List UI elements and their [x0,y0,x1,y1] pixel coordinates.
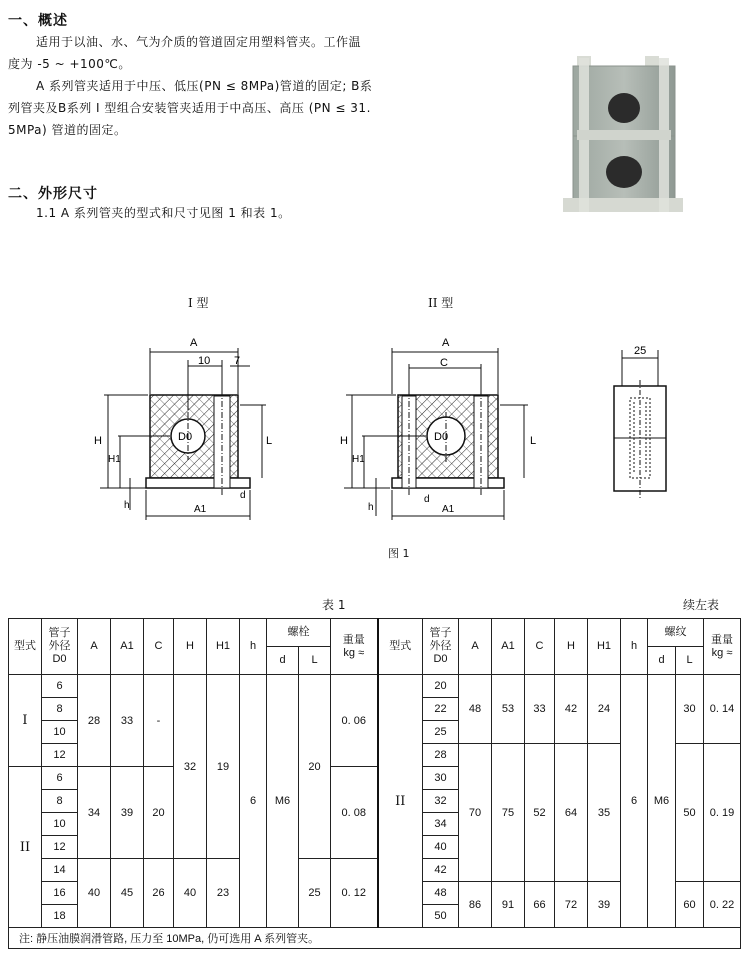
right-g1-H: 42 [555,675,588,744]
hdr-pipe-od-left-1: 管子 [48,627,71,639]
left-d0: 18 [42,905,78,928]
type1-H-label: H [94,435,102,447]
right-g1-A1: 53 [492,675,525,744]
section1-heading: 一、概述 [8,13,68,29]
right-g3-H: 72 [555,882,588,928]
type1-h-label: h [124,500,130,511]
right-d0: 20 [423,675,459,698]
section1-para2-line1: A 系列管夹适用于中压、低压(PN ≤ 8MPa)管道的固定; B系 [36,79,373,93]
type1-L-label: L [266,435,273,447]
type2-h-label: h [368,502,374,513]
hdr-h-right: h [621,619,648,675]
left-h: 6 [240,675,267,928]
right-g2-H1: 35 [588,744,621,882]
right-d0: 42 [423,859,459,882]
right-d: M6 [648,675,676,928]
section1-para2-line3: 5MPa) 管道的固定。 [8,123,127,137]
left-d0: 6 [42,675,78,698]
left-d0: 8 [42,698,78,721]
right-type-II: II [378,675,423,928]
type2-A-label: A [442,337,450,349]
right-g1-W: 0. 14 [704,675,741,744]
left-g3-A: 40 [78,859,111,928]
section1-para1-line1: 适用于以油、水、气为介质的管道固定用塑料管夹。工作温 [36,35,362,49]
left-g3-H: 40 [174,859,207,928]
left-g3-A1: 45 [111,859,144,928]
hdr-pipe-od-right-2: 外径 [429,640,452,652]
hdr-C-right: C [525,619,555,675]
type2-H-label: H [340,435,348,447]
hdr-h-left: h [240,619,267,675]
right-g2-C: 52 [525,744,555,882]
type1-drawing [94,337,272,520]
hdr-A-right: A [459,619,492,675]
hdr-L-right: L [676,647,704,675]
right-g3-C: 66 [525,882,555,928]
type2-A1-label: A1 [442,504,455,515]
product-photo [555,52,695,222]
left-d0: 16 [42,882,78,905]
spec-table [8,618,741,949]
left-g2-W: 0. 08 [331,767,378,859]
hdr-L-left: L [299,647,331,675]
right-g2-H: 64 [555,744,588,882]
right-g2-W: 0. 19 [704,744,741,882]
left-g3-W: 0. 12 [331,859,378,928]
left-type-I: I [9,675,42,767]
hdr-bolt-left: 螺栓 [267,619,331,647]
type1-A1-label: A1 [194,504,207,515]
hdr-H-right: H [555,619,588,675]
type1-d-label: d [240,490,246,501]
right-d0: 22 [423,698,459,721]
figure-caption: 图 1 [388,547,410,560]
type1-H1-label: H1 [108,454,121,465]
left-g2-A: 34 [78,767,111,859]
right-g2-L: 50 [676,744,704,882]
type1-dim10-label: 10 [198,355,211,367]
section1-para1-line2: 度为 -5 ~ +100℃。 [8,57,131,71]
hdr-A1-right: A1 [492,619,525,675]
hdr-pipe-od-left [42,619,78,675]
section2-para: 1.1 A 系列管夹的型式和尺寸见图 1 和表 1。 [36,206,291,220]
table-continued-label: 续左表 [683,598,720,612]
left-g3-C: 26 [144,859,174,928]
left-d: M6 [267,675,299,928]
hdr-pipe-od-right [423,619,459,675]
right-d0: 40 [423,836,459,859]
hdr-H-left: H [174,619,207,675]
hdr-thread-right: 螺纹 [648,619,704,647]
right-g2-A1: 75 [492,744,525,882]
left-g1-W: 0. 06 [331,675,378,767]
right-d0: 50 [423,905,459,928]
right-g1-H1: 24 [588,675,621,744]
left-H1-common: 19 [207,675,240,859]
left-d0: 12 [42,836,78,859]
side-view-drawing [614,345,666,498]
right-g3-W: 0. 22 [704,882,741,928]
right-g3-A: 86 [459,882,492,928]
hdr-pipe-od-right-1: 管子 [429,627,452,639]
hdr-A-left: A [78,619,111,675]
side-dim25-label: 25 [634,345,647,357]
type2-H1-label: H1 [352,454,365,465]
right-g1-L: 30 [676,675,704,744]
left-d0: 6 [42,767,78,790]
section2-heading: 二、外形尺寸 [8,186,98,202]
right-h: 6 [621,675,648,928]
hdr-pipe-od-left-2: 外径 [48,640,71,652]
left-g3-H1: 23 [207,859,240,928]
left-H-common: 32 [174,675,207,859]
type2-drawing [340,337,536,520]
left-d0: 10 [42,721,78,744]
right-g2-A: 70 [459,744,492,882]
right-d0: 48 [423,882,459,905]
left-type-II: II [9,767,42,928]
hdr-H1-left: H1 [207,619,240,675]
hdr-d-right: d [648,647,676,675]
right-g3-L: 60 [676,882,704,928]
type1-A-label: A [190,337,198,349]
right-g1-A: 48 [459,675,492,744]
left-L-common: 20 [299,675,331,859]
figure-1-drawing [90,320,720,535]
hdr-weight-left-2: kg ≈ [343,646,365,659]
hdr-pipe-od-right-3: D0 [433,653,448,665]
right-d0: 34 [423,813,459,836]
left-g2-C: 20 [144,767,174,859]
left-d0: 12 [42,744,78,767]
hdr-type-right: 型式 [378,619,423,675]
hdr-weight-right-1: 重量 [711,633,733,646]
hdr-weight-right [704,619,741,675]
left-g1-A: 28 [78,675,111,767]
left-d0: 14 [42,859,78,882]
type1-d0-label: D0 [178,431,193,443]
type1-dim7-label: 7 [234,355,241,367]
figure-type1-label: I 型 [188,296,209,310]
hdr-weight-left [331,619,378,675]
right-d0: 30 [423,767,459,790]
section1-para2-line2: 列管夹及B系列 I 型组合安装管夹适用于中高压、高压 (PN ≤ 31. [8,101,371,115]
hdr-pipe-od-left-3: D0 [52,653,67,665]
type2-L-label: L [530,435,537,447]
right-g1-C: 33 [525,675,555,744]
right-g3-H1: 39 [588,882,621,928]
right-d0: 25 [423,721,459,744]
hdr-type-left: 型式 [9,619,42,675]
hdr-H1-right: H1 [588,619,621,675]
hdr-d-left: d [267,647,299,675]
type2-d-label: d [424,494,430,505]
hdr-weight-left-1: 重量 [342,633,365,646]
type2-d0-label: D0 [434,431,449,443]
left-g1-A1: 33 [111,675,144,767]
hdr-C-left: C [144,619,174,675]
table-title: 表 1 [322,598,346,612]
left-g2-A1: 39 [111,767,144,859]
left-g3-L: 25 [299,859,331,928]
right-g3-A1: 91 [492,882,525,928]
type2-C-label: C [440,357,448,369]
right-d0: 32 [423,790,459,813]
right-d0: 28 [423,744,459,767]
left-d0: 10 [42,813,78,836]
hdr-weight-right-2: kg ≈ [711,646,733,659]
left-d0: 8 [42,790,78,813]
hdr-A1-left: A1 [111,619,144,675]
left-g1-C: - [144,675,174,767]
figure-type2-label: II 型 [428,296,454,310]
table-note: 注: 静压油膜润滑管路, 压力至 10MPa, 仍可选用 A 系列管夹。 [9,928,741,949]
